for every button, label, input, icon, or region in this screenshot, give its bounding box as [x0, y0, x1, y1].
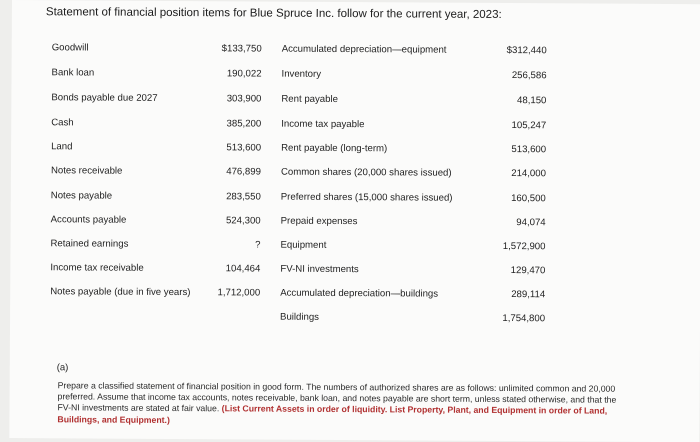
right-item-value: $312,440 [506, 45, 547, 57]
right-item-row [10, 262, 545, 281]
instructions [57, 380, 623, 428]
left-item-name: Cash [51, 117, 74, 129]
right-item-name: Accumulated depreciation—equipment [281, 43, 447, 56]
left-item-value: 283,550 [226, 191, 261, 203]
right-item-name: Buildings [280, 311, 320, 323]
right-item-value: 289,114 [511, 289, 546, 301]
right-item-row [10, 286, 545, 305]
left-item-name: Income tax receivable [50, 262, 144, 274]
left-item-name: Land [51, 141, 73, 153]
left-item-name: Notes payable (due in five years) [50, 286, 191, 299]
left-item-value: $133,750 [221, 43, 262, 55]
right-item-name: Accumulated depreciation—buildings [280, 287, 439, 300]
right-item-value: 214,000 [511, 168, 546, 180]
left-item-name: Accounts payable [50, 214, 127, 226]
left-item-value: 524,300 [225, 215, 261, 227]
right-item-value: 105,247 [511, 120, 547, 132]
left-item-value: 513,600 [226, 142, 262, 154]
left-item-value: 303,900 [226, 93, 262, 105]
left-item-name: Goodwill [51, 42, 89, 54]
right-item-row [11, 165, 546, 184]
left-item-value: 1,712,000 [217, 287, 261, 299]
left-item-name: Retained earnings [50, 238, 129, 250]
right-item-row [11, 214, 546, 233]
right-item-name: Equipment [280, 239, 327, 251]
right-item-value: 1,572,900 [502, 241, 546, 253]
right-item-name: Income tax payable [281, 118, 365, 131]
left-item-value: 385,200 [226, 118, 262, 130]
right-item-name: Rent payable (long-term) [281, 142, 388, 155]
right-item-value: 48,150 [517, 95, 547, 107]
right-item-row [11, 141, 546, 160]
right-item-value: 1,754,800 [502, 313, 546, 325]
left-item-value: 104,464 [225, 263, 261, 275]
right-item-row [12, 42, 547, 61]
right-item-row [10, 310, 545, 329]
instructions-hint: (List Current Assets in order of liquidity. List Property, Plant, and Equipment in order of Land, Buildings, and Equipment.) [57, 403, 608, 425]
instructions-text: Prepare a classified statement of financial position in good form. The numbers of authorized shares are as follows: unlimited common and 20,000 preferred. Assume that income tax accounts, notes receivable, bank loan, and notes payable are short term, unless stated otherwise, and that the FV-NI investments are stated at fair value. [57, 380, 617, 414]
left-item-name: Notes payable [50, 190, 113, 202]
right-item-name: Preferred shares (15,000 shares issued) [280, 191, 453, 204]
right-item-value: 513,600 [511, 144, 547, 156]
part-label: (a) [56, 362, 69, 374]
left-item-value: 190,022 [226, 68, 262, 80]
left-item-value: ? [255, 239, 261, 251]
right-item-row [11, 190, 546, 209]
right-item-row [10, 238, 545, 257]
left-item-name: Notes receivable [50, 165, 123, 177]
page-title: Statement of financial position items for Blue Spruce Inc. follow for the current year, 2023: [45, 6, 502, 21]
right-item-row [11, 117, 546, 136]
right-item-name: Inventory [281, 68, 322, 80]
right-item-value: 256,586 [511, 70, 547, 82]
right-item-name: Prepaid expenses [280, 215, 358, 228]
right-item-value: 94,074 [516, 217, 546, 229]
right-item-row [11, 92, 546, 111]
left-item-value: 476,899 [226, 166, 261, 178]
right-item-value: 129,470 [510, 265, 546, 277]
document-page [9, 0, 700, 442]
right-item-value: 160,500 [511, 193, 546, 205]
left-item-name: Bonds payable due 2027 [51, 92, 158, 104]
right-item-name: Common shares (20,000 shares issued) [280, 166, 452, 179]
left-item-name: Bank loan [51, 67, 95, 79]
right-item-name: FV-NI investments [280, 263, 359, 276]
right-item-row [11, 67, 546, 86]
right-item-name: Rent payable [281, 93, 338, 105]
